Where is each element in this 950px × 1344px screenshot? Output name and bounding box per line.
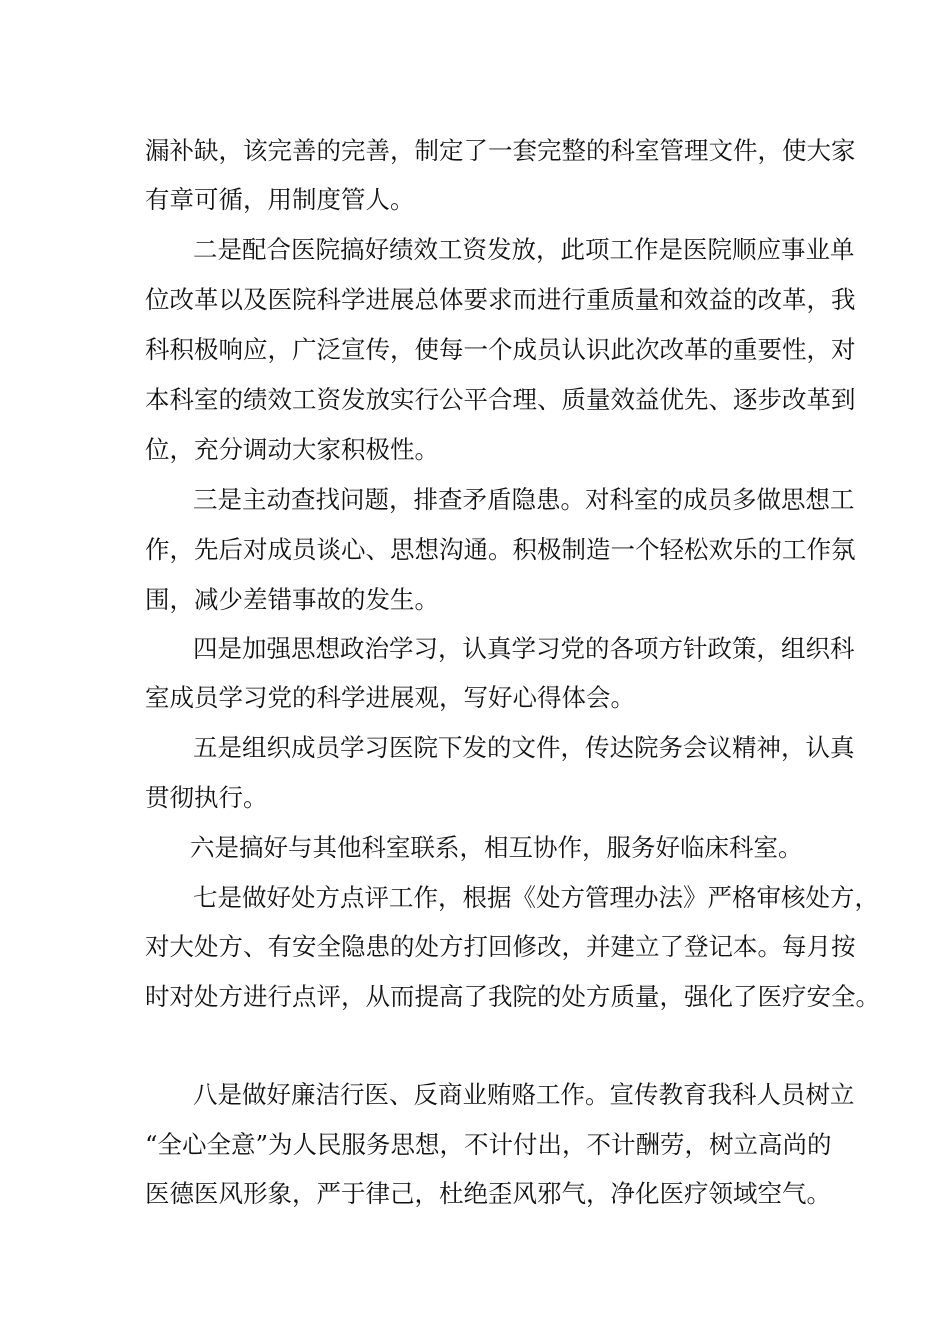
paragraph-start-line: 二是配合医院搞好绩效工资发放，此项工作是医院顺应事业单 xyxy=(193,235,855,264)
text-line: 围，减少差错事故的发生。 xyxy=(145,585,439,614)
paragraph-start-line: 六是搞好与其他科室联系，相互协作，服务好临床科室。 xyxy=(190,833,803,862)
text-line: 位，充分调动大家积极性。 xyxy=(145,435,439,464)
paragraph-start-line: 五是组织成员学习医院下发的文件，传达院务会议精神，认真 xyxy=(193,733,855,762)
text-line: 室成员学习党的科学进展观，写好心得体会。 xyxy=(145,683,635,712)
text-line: 有章可循，用制度管人。 xyxy=(145,185,415,214)
text-line: 科积极响应，广泛宣传，使每一个成员认识此次改革的重要性，对 xyxy=(145,335,856,364)
text-line: 对大处方、有安全隐患的处方打回修改，并建立了登记本。每月按 xyxy=(145,932,856,961)
text-line: 医德医风形象，严于律己，杜绝歪风邪气，净化医疗领域空气。 xyxy=(145,1179,831,1208)
text-line: 贯彻执行。 xyxy=(145,783,268,812)
paragraph-start-line: 三是主动查找问题，排查矛盾隐患。对科室的成员多做思想工 xyxy=(193,485,855,514)
text-line: 时对处方进行点评，从而提高了我院的处方质量，强化了医疗安全。 xyxy=(145,982,880,1011)
text-line: 作，先后对成员谈心、思想沟通。积极制造一个轻松欢乐的工作氛 xyxy=(145,535,856,564)
text-line: 本科室的绩效工资发放实行公平合理、质量效益优先、逐步改革到 xyxy=(145,385,856,414)
paragraph-start-line: 八是做好廉洁行医、反商业贿赂工作。宣传教育我科人员树立 xyxy=(193,1080,855,1109)
paragraph-start-line: 四是加强思想政治学习，认真学习党的各项方针政策，组织科 xyxy=(193,634,855,663)
text-line: 漏补缺，该完善的完善，制定了一套完整的科室管理文件，使大家 xyxy=(145,136,856,165)
text-line: “全心全意”为人民服务思想，不计付出，不计酬劳，树立高尚的 xyxy=(145,1130,832,1159)
text-line: 位改革以及医院科学进展总体要求而进行重质量和效益的改革，我 xyxy=(145,285,856,314)
paragraph-start-line: 七是做好处方点评工作，根据《处方管理办法》严格审核处方， xyxy=(193,883,879,912)
